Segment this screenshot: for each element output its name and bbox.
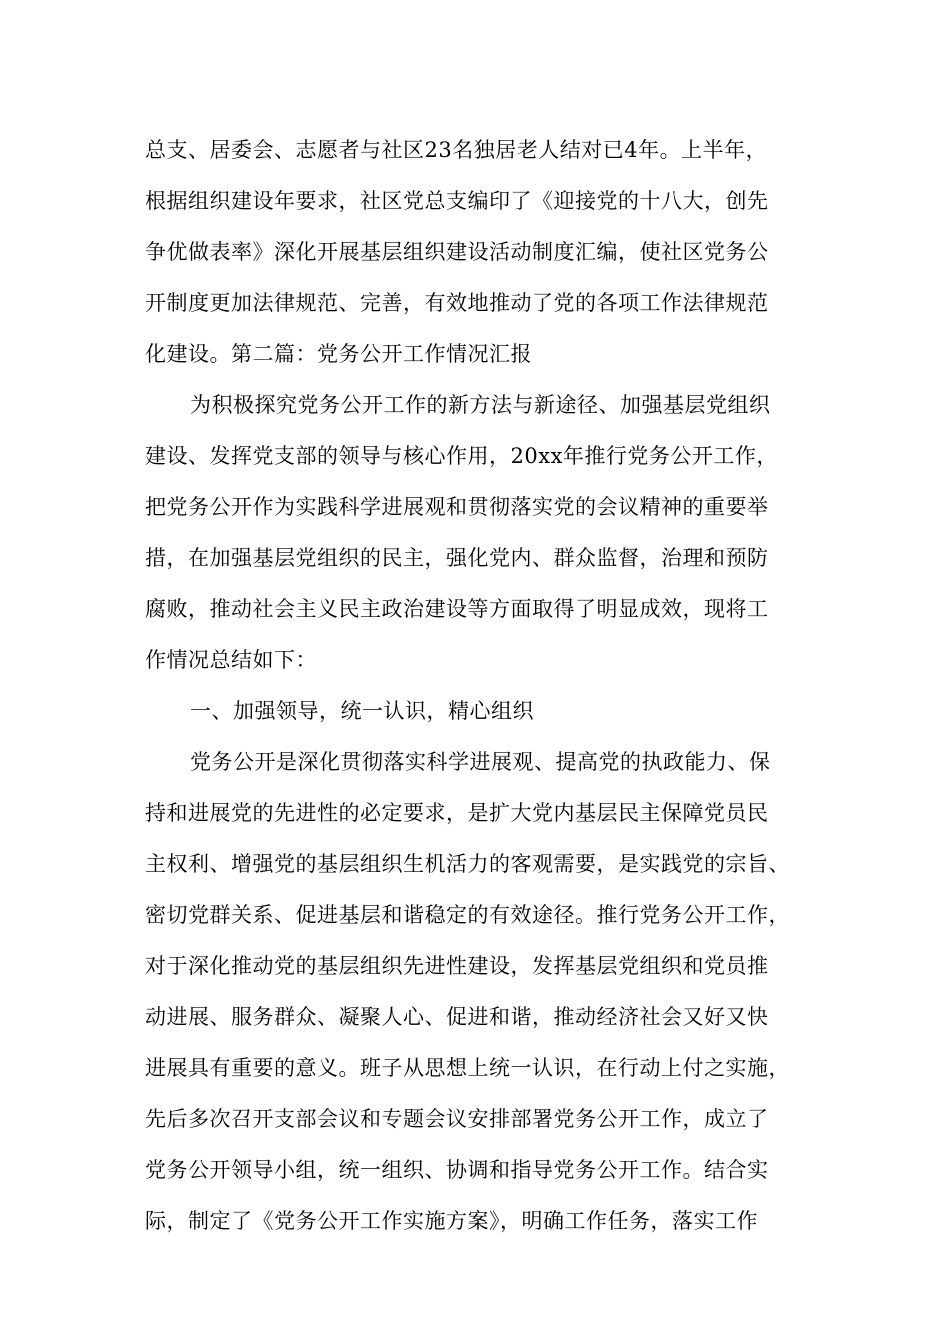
text-line: 总支、居委会、志愿者与社区23名独居老人结对已4年。上半年， xyxy=(145,138,768,162)
text-line: 开制度更加法律规范、完善，有效地推动了党的各项工作法律规范 xyxy=(145,291,769,315)
text-line: 建设、发挥党支部的领导与核心作用，20xx年推行党务公开工作， xyxy=(145,444,778,468)
text-line: 化建设。第二篇：党务公开工作情况汇报 xyxy=(145,342,532,366)
text-line: 措，在加强基层党组织的民主，强化党内、群众监督，治理和预防 xyxy=(145,546,769,570)
text-line: 为积极探究党务公开工作的新方法与新途径、加强基层党组织 xyxy=(190,393,771,417)
section-heading: 一、加强领导，统一认识，精心组织 xyxy=(190,699,534,723)
text-line: 动进展、服务群众、凝聚人心、促进和谐，推动经济社会又好又快 xyxy=(145,1005,769,1029)
text-line: 作情况总结如下： xyxy=(145,648,317,672)
text-line: 根据组织建设年要求，社区党总支编印了《迎接党的十八大，创先 xyxy=(145,189,769,213)
text-line: 先后多次召开支部会议和专题会议安排部署党务公开工作，成立了 xyxy=(145,1107,769,1131)
text-line: 际，制定了《党务公开工作实施方案》，明确工作任务，落实工作 xyxy=(145,1209,758,1233)
text-line: 进展具有重要的意义。班子从思想上统一认识，在行动上付之实施， xyxy=(145,1056,790,1080)
text-line: 争优做表率》深化开展基层组织建设活动制度汇编，使社区党务公 xyxy=(145,240,769,264)
text-line: 密切党群关系、促进基层和谐稳定的有效途径。推行党务公开工作， xyxy=(145,903,790,927)
text-line: 把党务公开作为实践科学进展观和贯彻落实党的会议精神的重要举 xyxy=(145,495,769,519)
text-line: 持和进展党的先进性的必定要求，是扩大党内基层民主保障党员民 xyxy=(145,801,769,825)
text-line: 对于深化推动党的基层组织先进性建设，发挥基层党组织和党员推 xyxy=(145,954,769,978)
text-line: 腐败，推动社会主义民主政治建设等方面取得了明显成效，现将工 xyxy=(145,597,769,621)
text-line: 党务公开是深化贯彻落实科学进展观、提高党的执政能力、保 xyxy=(190,750,771,774)
text-line: 党务公开领导小组，统一组织、协调和指导党务公开工作。结合实 xyxy=(145,1158,769,1182)
text-line: 主权利、增强党的基层组织生机活力的客观需要，是实践党的宗旨、 xyxy=(145,852,790,876)
